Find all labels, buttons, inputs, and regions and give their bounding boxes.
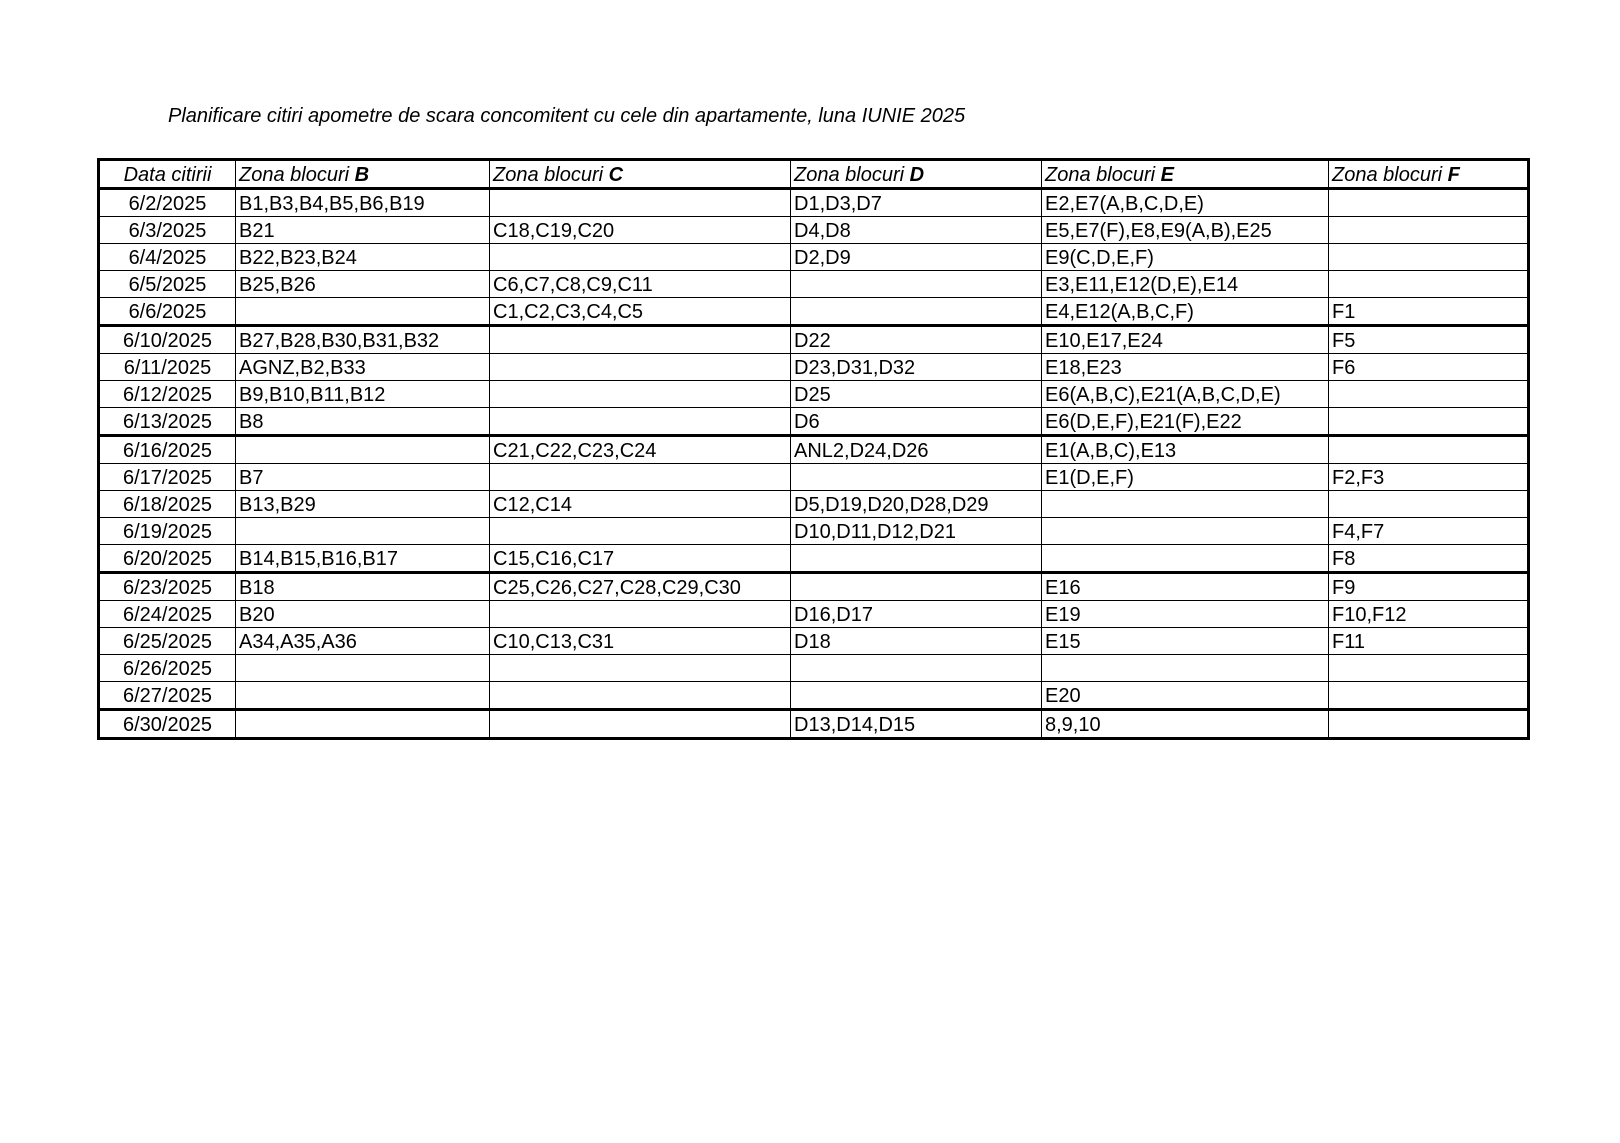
header-zone-letter: B <box>354 164 370 186</box>
zone-d-cell: D1,D3,D7 <box>791 189 1042 217</box>
zone-f-cell <box>1329 655 1529 682</box>
table-row <box>99 244 1529 271</box>
table-row <box>99 545 1529 573</box>
table-row <box>99 298 1529 326</box>
date-cell: 6/24/2025 <box>99 601 236 628</box>
page-title: Planificare citiri apometre de scara concomitent cu cele din apartamente, luna IUNIE 2025 <box>168 105 966 127</box>
zone-e-cell <box>1042 545 1329 573</box>
zone-c-cell <box>490 244 791 271</box>
table-row <box>99 710 1529 739</box>
zone-f-cell: F10,F12 <box>1329 601 1529 628</box>
zone-b-cell: B8 <box>236 408 490 436</box>
header-zone-letter: C <box>608 164 624 186</box>
reading-schedule-table <box>97 158 1530 740</box>
zone-d-cell: ANL2,D24,D26 <box>791 436 1042 464</box>
zone-b-cell <box>236 436 490 464</box>
header-zone-prefix: Zona blocuri <box>794 164 905 186</box>
zone-e-cell: E2,E7(A,B,C,D,E) <box>1042 189 1329 217</box>
header-zone-prefix: Zona blocuri <box>239 164 350 186</box>
zone-b-cell <box>236 710 490 739</box>
date-cell: 6/13/2025 <box>99 408 236 436</box>
zone-d-cell <box>791 682 1042 710</box>
zone-b-cell <box>236 655 490 682</box>
zone-c-cell <box>490 464 791 491</box>
date-cell: 6/30/2025 <box>99 710 236 739</box>
date-cell: 6/4/2025 <box>99 244 236 271</box>
zone-b-cell: B7 <box>236 464 490 491</box>
zone-c-cell <box>490 655 791 682</box>
zone-c-cell <box>490 326 791 354</box>
zone-b-cell <box>236 298 490 326</box>
zone-d-cell: D13,D14,D15 <box>791 710 1042 739</box>
zone-c-cell: C15,C16,C17 <box>490 545 791 573</box>
zone-c-cell <box>490 518 791 545</box>
zone-e-cell: E20 <box>1042 682 1329 710</box>
zone-c-cell <box>490 354 791 381</box>
zone-e-cell: E1(A,B,C),E13 <box>1042 436 1329 464</box>
date-cell: 6/6/2025 <box>99 298 236 326</box>
header-zone-b <box>236 160 490 189</box>
table-row <box>99 217 1529 244</box>
zone-f-cell: F6 <box>1329 354 1529 381</box>
zone-d-cell <box>791 271 1042 298</box>
date-cell: 6/17/2025 <box>99 464 236 491</box>
zone-f-cell: F9 <box>1329 573 1529 601</box>
table-row <box>99 573 1529 601</box>
zone-d-cell: D18 <box>791 628 1042 655</box>
table-row <box>99 189 1529 217</box>
header-zone-prefix: Zona blocuri <box>493 164 604 186</box>
table-row <box>99 464 1529 491</box>
table-row <box>99 601 1529 628</box>
zone-c-cell <box>490 189 791 217</box>
zone-c-cell: C18,C19,C20 <box>490 217 791 244</box>
zone-d-cell <box>791 573 1042 601</box>
zone-d-cell <box>791 545 1042 573</box>
table-row <box>99 381 1529 408</box>
date-cell: 6/3/2025 <box>99 217 236 244</box>
zone-d-cell: D2,D9 <box>791 244 1042 271</box>
header-zone-d <box>791 160 1042 189</box>
table-row <box>99 628 1529 655</box>
zone-e-cell: E10,E17,E24 <box>1042 326 1329 354</box>
date-cell: 6/12/2025 <box>99 381 236 408</box>
date-cell: 6/5/2025 <box>99 271 236 298</box>
date-cell: 6/23/2025 <box>99 573 236 601</box>
zone-f-cell <box>1329 710 1529 739</box>
zone-b-cell: B18 <box>236 573 490 601</box>
zone-c-cell <box>490 682 791 710</box>
zone-e-cell <box>1042 491 1329 518</box>
zone-f-cell <box>1329 217 1529 244</box>
header-zone-prefix: Zona blocuri <box>1045 164 1156 186</box>
table-row <box>99 655 1529 682</box>
zone-e-cell: E9(C,D,E,F) <box>1042 244 1329 271</box>
table-row <box>99 354 1529 381</box>
zone-f-cell <box>1329 436 1529 464</box>
zone-c-cell: C21,C22,C23,C24 <box>490 436 791 464</box>
zone-e-cell: E1(D,E,F) <box>1042 464 1329 491</box>
zone-e-cell <box>1042 655 1329 682</box>
header-zone-letter: E <box>1160 164 1174 186</box>
zone-e-cell: E4,E12(A,B,C,F) <box>1042 298 1329 326</box>
date-cell: 6/27/2025 <box>99 682 236 710</box>
table-row <box>99 436 1529 464</box>
date-cell: 6/19/2025 <box>99 518 236 545</box>
header-zone-letter: F <box>1447 164 1460 186</box>
zone-d-cell <box>791 655 1042 682</box>
zone-c-cell <box>490 408 791 436</box>
table-row <box>99 491 1529 518</box>
zone-b-cell: B14,B15,B16,B17 <box>236 545 490 573</box>
zone-c-cell <box>490 381 791 408</box>
zone-b-cell: B20 <box>236 601 490 628</box>
table-row <box>99 518 1529 545</box>
date-cell: 6/25/2025 <box>99 628 236 655</box>
zone-e-cell: E15 <box>1042 628 1329 655</box>
zone-f-cell <box>1329 408 1529 436</box>
zone-d-cell: D5,D19,D20,D28,D29 <box>791 491 1042 518</box>
zone-f-cell: F8 <box>1329 545 1529 573</box>
zone-f-cell <box>1329 682 1529 710</box>
date-cell: 6/10/2025 <box>99 326 236 354</box>
zone-c-cell: C1,C2,C3,C4,C5 <box>490 298 791 326</box>
date-cell: 6/26/2025 <box>99 655 236 682</box>
header-zone-f <box>1329 160 1529 189</box>
zone-b-cell: B27,B28,B30,B31,B32 <box>236 326 490 354</box>
zone-e-cell <box>1042 518 1329 545</box>
zone-b-cell: B9,B10,B11,B12 <box>236 381 490 408</box>
zone-b-cell: B13,B29 <box>236 491 490 518</box>
zone-f-cell: F4,F7 <box>1329 518 1529 545</box>
zone-f-cell: F2,F3 <box>1329 464 1529 491</box>
zone-e-cell: E16 <box>1042 573 1329 601</box>
zone-b-cell: B21 <box>236 217 490 244</box>
zone-d-cell: D6 <box>791 408 1042 436</box>
zone-d-cell: D22 <box>791 326 1042 354</box>
zone-d-cell: D25 <box>791 381 1042 408</box>
zone-f-cell: F11 <box>1329 628 1529 655</box>
date-cell: 6/16/2025 <box>99 436 236 464</box>
zone-d-cell <box>791 298 1042 326</box>
table-row <box>99 682 1529 710</box>
zone-b-cell: B1,B3,B4,B5,B6,B19 <box>236 189 490 217</box>
zone-f-cell: F1 <box>1329 298 1529 326</box>
zone-f-cell <box>1329 491 1529 518</box>
zone-b-cell: A34,A35,A36 <box>236 628 490 655</box>
zone-c-cell <box>490 710 791 739</box>
header-zone-c <box>490 160 791 189</box>
zone-b-cell <box>236 518 490 545</box>
zone-c-cell <box>490 601 791 628</box>
zone-b-cell: B25,B26 <box>236 271 490 298</box>
date-cell: 6/18/2025 <box>99 491 236 518</box>
zone-e-cell: E19 <box>1042 601 1329 628</box>
header-zone-e <box>1042 160 1329 189</box>
zone-b-cell: B22,B23,B24 <box>236 244 490 271</box>
zone-c-cell: C25,C26,C27,C28,C29,C30 <box>490 573 791 601</box>
date-cell: 6/11/2025 <box>99 354 236 381</box>
header-zone-prefix: Zona blocuri <box>1332 164 1443 186</box>
zone-e-cell: E3,E11,E12(D,E),E14 <box>1042 271 1329 298</box>
zone-c-cell: C12,C14 <box>490 491 791 518</box>
zone-d-cell: D10,D11,D12,D21 <box>791 518 1042 545</box>
date-cell: 6/20/2025 <box>99 545 236 573</box>
zone-b-cell <box>236 682 490 710</box>
zone-f-cell <box>1329 381 1529 408</box>
header-date: Data citirii <box>99 160 236 189</box>
zone-f-cell: F5 <box>1329 326 1529 354</box>
date-cell: 6/2/2025 <box>99 189 236 217</box>
zone-e-cell: E6(A,B,C),E21(A,B,C,D,E) <box>1042 381 1329 408</box>
zone-c-cell: C10,C13,C31 <box>490 628 791 655</box>
zone-e-cell: 8,9,10 <box>1042 710 1329 739</box>
table-row <box>99 408 1529 436</box>
header-zone-letter: D <box>909 164 925 186</box>
zone-e-cell: E18,E23 <box>1042 354 1329 381</box>
zone-d-cell: D16,D17 <box>791 601 1042 628</box>
zone-e-cell: E5,E7(F),E8,E9(A,B),E25 <box>1042 217 1329 244</box>
zone-f-cell <box>1329 271 1529 298</box>
zone-f-cell <box>1329 189 1529 217</box>
zone-d-cell <box>791 464 1042 491</box>
zone-e-cell: E6(D,E,F),E21(F),E22 <box>1042 408 1329 436</box>
zone-b-cell: AGNZ,B2,B33 <box>236 354 490 381</box>
zone-d-cell: D4,D8 <box>791 217 1042 244</box>
zone-f-cell <box>1329 244 1529 271</box>
table-row <box>99 326 1529 354</box>
zone-d-cell: D23,D31,D32 <box>791 354 1042 381</box>
table-row <box>99 271 1529 298</box>
zone-c-cell: C6,C7,C8,C9,C11 <box>490 271 791 298</box>
header-row <box>99 160 1529 189</box>
